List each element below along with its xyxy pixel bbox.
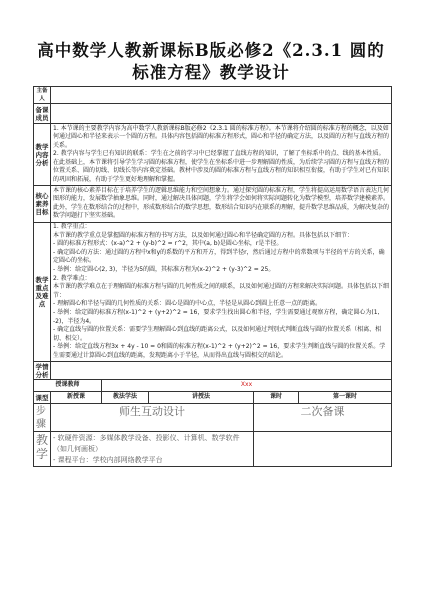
keypoint-line: - 确定圆心的方法：通过圆的方程中x和y的系数的平方和开方，得到半径r，然后通过方程中的常数项与半径的平方的关系，确定圆心的坐标。 [53, 248, 385, 265]
step-label: 步骤 [34, 404, 51, 432]
keypoint-line: 2. 教学难点： [53, 274, 91, 282]
resource-line: - 课程平台：学校内部网络教学平台 [53, 455, 163, 464]
doc-title-line1: 高中数学人教新课标B版必修2《2.3.1 圆的 [37, 41, 385, 60]
keypoint-line: - 举例：给定圆心(2, 3)，半径为5的圆，其标准方程为(x-2)^2 + (y-3)^2 = 25。 [53, 266, 275, 273]
keypoint-line: - 举例：给定圆的标准方程(x-1)^2 + (y+2)^2 = 16，要求学生找出圆心和半径，学生需要通过观察方程，确定圆心为(1, -2)，半径为4。 [53, 308, 380, 325]
content-paragraph-1: 1. 本节课的主要教学内容为高中数学人教新课标B版必修2《2.3.1 圆的标准方程》。本节课将介绍圆的标准方程的概念，以及如何通过圆心和半径来表示一个圆的方程。具体内容包括圆的标准方程形式，圆心和半径的确定方法，以及圆的方程与直线方程的关系。 [53, 124, 390, 149]
period-label: 课时 [254, 392, 299, 404]
literacy-label: 核心素养目标 [34, 186, 51, 222]
teach-resources-cell [51, 432, 254, 467]
keypoint-line: 1. 教学重点： [53, 223, 91, 231]
teacher-label: 授课教师 [34, 380, 102, 392]
situation-label: 学情分析 [35, 362, 49, 379]
keypoints-label: 教学重点及难点 [34, 222, 51, 362]
keypoint-line: - 举例：给定直线方程3x + 4y - 10 = 0和圆的标准方程(x-1)^2 + (y+2)^2 = 16，要求学生判断直线与圆的位置关系。学生需要通过计算圆心到直线的距离，发现距离小于半径，从而得出直线与圆相交的结论。 [53, 343, 386, 359]
resource-line: - 软硬件资源：多媒体教学设备、投影仪、计算机、数学软件（如几何画板） [53, 433, 240, 453]
second-preparation-cell [254, 432, 392, 467]
method-label: 教法学法 [102, 392, 149, 404]
teacher-name: Xxx [102, 380, 392, 392]
author-cell [51, 87, 392, 104]
content-paragraph-2: 2. 教学内容与学生已有知识的联系：学生在之前的学习中已经掌握了直线方程的知识，了解了坐标系中的点、线的基本性质。在此基础上，本节课将引导学生学习圆的标准方程，使学生在坐标系中进一步理解圆的性质，为后续学习圆的方程与直线方程的位置关系、圆的切线、切线长等内容奠定基础。教材中涉及的圆的标准方程与直线方程的知识相互衔接，有助于学生对已有知识的巩固和拓展，有助于学生更好地理解和掌握。 [53, 150, 390, 184]
members-label: 备课成员 [35, 105, 49, 122]
situation-cell [51, 362, 392, 380]
keypoint-line: - 圆的标准方程形式：(x-a)^2 + (y-b)^2 = r^2，其中(a, b)是圆心坐标，r是半径。 [53, 240, 283, 248]
members-cell [51, 104, 392, 124]
period-value: 第一课时 [299, 392, 392, 404]
type-label: 课型 [35, 393, 49, 402]
interaction-design-label: 师生互动设计 [51, 404, 254, 432]
keypoint-line: - 确定直线与圆的位置关系：需要学生理解圆心到直线的距离公式，以及如何通过判别式判断直线与圆的位置关系（相离、相切、相交）。 [53, 326, 382, 342]
method-value: 讲授法 [149, 392, 254, 404]
author-label: 主备人 [34, 87, 51, 104]
type-value: 新授课 [51, 392, 102, 404]
keypoint-line: 本节课的教学重点是掌握圆的标准方程的书写方法，以及如何通过圆心和半径确定圆的方程。具体包括以下细节： [53, 231, 354, 239]
content-label: 教学内容分析 [34, 124, 51, 186]
keypoint-line: 本节课的教学难点在于理解圆的标准方程与圆的几何性质之间的联系，以及如何通过圆的方程来解决实际问题。具体包括以下细节： [53, 283, 390, 299]
second-preparation-label: 二次备课 [254, 404, 392, 432]
doc-title-line2: 标准方程》教学设计 [132, 63, 290, 82]
keypoints-cell [51, 222, 392, 362]
content-cell [51, 124, 392, 186]
literacy-paragraph: 本节课的核心素养目标在于培养学生的逻辑思维能力和空间想象力。通过探究圆的标准方程，学生将提高运用数学语言表达几何图形的能力，发展数学抽象思维。同时，通过解决具体问题，学生将学会如何将实际问题转化为数学模型，培养数学建模素养。此外，学生在数形结合的过程中，形成数形结合的数学思想，数形结合知识内在联系的理解，提升数学思维品质，为解决复杂的数学问题打下坚实基础。 [53, 186, 390, 220]
literacy-cell [51, 186, 392, 222]
lesson-plan-table [33, 86, 392, 467]
keypoint-line: - 理解圆心和半径与圆的几何性质的关系：圆心是圆的中心点，半径是从圆心到圆上任意一点的距离。 [53, 300, 322, 308]
teach-label: 教学 [34, 432, 51, 467]
